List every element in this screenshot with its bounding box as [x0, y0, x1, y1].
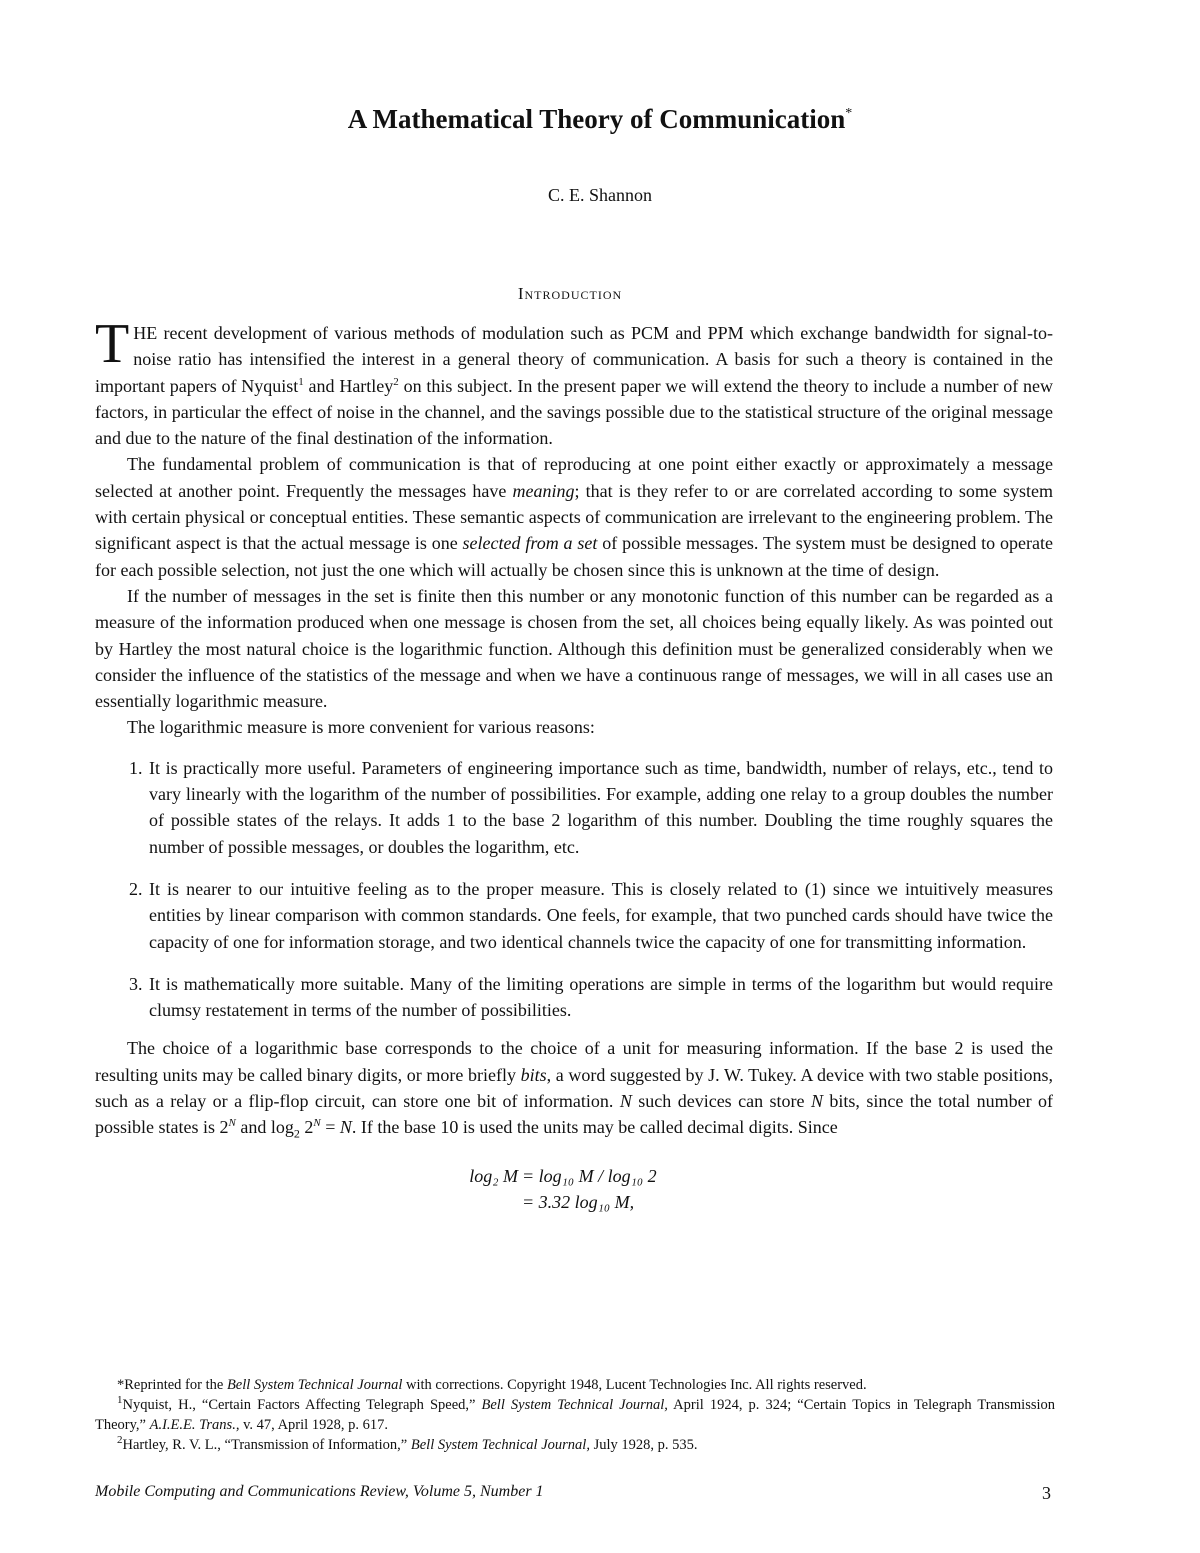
equation-line-2: = 3.32 log₁₀ M, [522, 1192, 635, 1213]
section-heading: Introduction [517, 284, 623, 303]
paragraph-3: If the number of messages in the set is finite then this number or any monotonic function of this number can be regarded as a measure of the information produced when one message is chosen from the set, all choices being equally likely. As was pointed out by Hartley the most natural choice is the logarithmic function. Although this definition must be generalized considerably when we consider the influence of the statistics of the message and when we have a continuous range of messages, we will in all cases use an essentially logarithmic measure. [95, 585, 1053, 712]
list-item: 1. It is practically more useful. Parameters of engineering importance such as time, bandwidth, number of relays, etc., tend to vary linearly with the logarithm of the number of possibilities. For example, adding one relay to a group doubles the number of possible states of the relays. It adds 1 to the base 2 logarithm of this number. Doubling the time roughly squares the number of possible messages, or doubles the logarithm, etc. [147, 755, 1053, 860]
equation-line-1: log₂ M = log₁₀ M / log₁₀ 2 [469, 1166, 657, 1187]
paragraph-1: THE recent development of various methods of modulation such as PCM and PPM which exchange bandwidth for signal-to-noise ratio has intensified the interest in a general theory of communication. A basis for such a theory is contained in the important papers of Nyquist$^1$ and Hartley$^2$ on this subject. In the present paper we will extend the theory to include a number of new factors, in particular the effect of noise in the channel, and the savings possible due to the statistical structure of the original message and due to the nature of the final destination of the information. [95, 313, 1053, 449]
footnote-1: $^1$Nyquist, H., “Certain Factors Affecting Telegraph Speed,” Bell System Technical Journal, April 1924, p. 324; “Certain Topics in Telegraph Transmission Theory,” A.I.E.E. Trans., v. 47, April 1928, p. 617. [95, 1394, 1056, 1433]
list-item: 3. It is mathematically more suitable. Many of the limiting operations are simple in terms of the logarithm but would require clumsy restatement in terms of the number of possibilities. [147, 971, 1053, 1024]
footnote-ref-2: 2 [393, 375, 399, 388]
title-text: A Mathematical Theory of Communication [347, 104, 846, 134]
paragraph-2: The fundamental problem of communication is that of reproducing at one point either exactly or approximately a message selected at another point. Frequently the messages have meaning; that is they refer to or are correlated according to some system with certain physical or conceptual entities. These semantic aspects of communication are irrelevant to the engineering problem. The significant aspect is that the actual message is one selected from a set of possible messages. The system must be designed to operate for each possible selection, not just the one which will actually be chosen since this is unknown at the time of design. [95, 454, 1054, 580]
body-text [95, 313, 1054, 1215]
paper-title [0, 104, 1200, 135]
footnote-2: $^2$Hartley, R. V. L., “Transmission of Information,” Bell System Technical Journal, July 1928, p. 535. [117, 1434, 698, 1453]
list-item: 2. It is nearer to our intuitive feeling as to the proper measure. This is closely related to (1) since we intuitively measures entities by linear comparison with common standards. One feels, for example, that two punched cards should have twice the capacity of one for information storage, and two identical channels twice the capacity of one for transmitting information. [147, 876, 1053, 955]
journal-footer: Mobile Computing and Communications Review, Volume 5, Number 1 [95, 1483, 544, 1500]
paragraph-5: The choice of a logarithmic base corresponds to the choice of a unit for measuring information. If the base 2 is used the resulting units may be called binary digits, or more briefly bits, a word suggested by J. W. Tukey. A device with two stable positions, such as a relay or a flip-flop circuit, can store one bit of information. N such devices can store N bits, since the total number of possible states is 2$^N$ and $\log_2 2^N = N$. If the base 10 is used the units may be called decimal digits. Since [95, 1038, 1053, 1141]
paragraph-4: The logarithmic measure is more convenient for various reasons: [127, 717, 595, 738]
reasons-list [95, 755, 1053, 1024]
drop-cap: T [95, 313, 130, 375]
footnotes [95, 1375, 1055, 1455]
title-footnote-mark: * [845, 106, 853, 121]
author-name: C. E. Shannon [547, 185, 652, 205]
footnote-star: *Reprinted for the Bell System Technical Journal with corrections. Copyright 1948, Lucent Technologies Inc. All rights reserved. [117, 1377, 867, 1393]
page-number: 3 [1042, 1483, 1051, 1503]
footnote-ref-1: 1 [298, 375, 304, 388]
equation-block [95, 1163, 1053, 1215]
